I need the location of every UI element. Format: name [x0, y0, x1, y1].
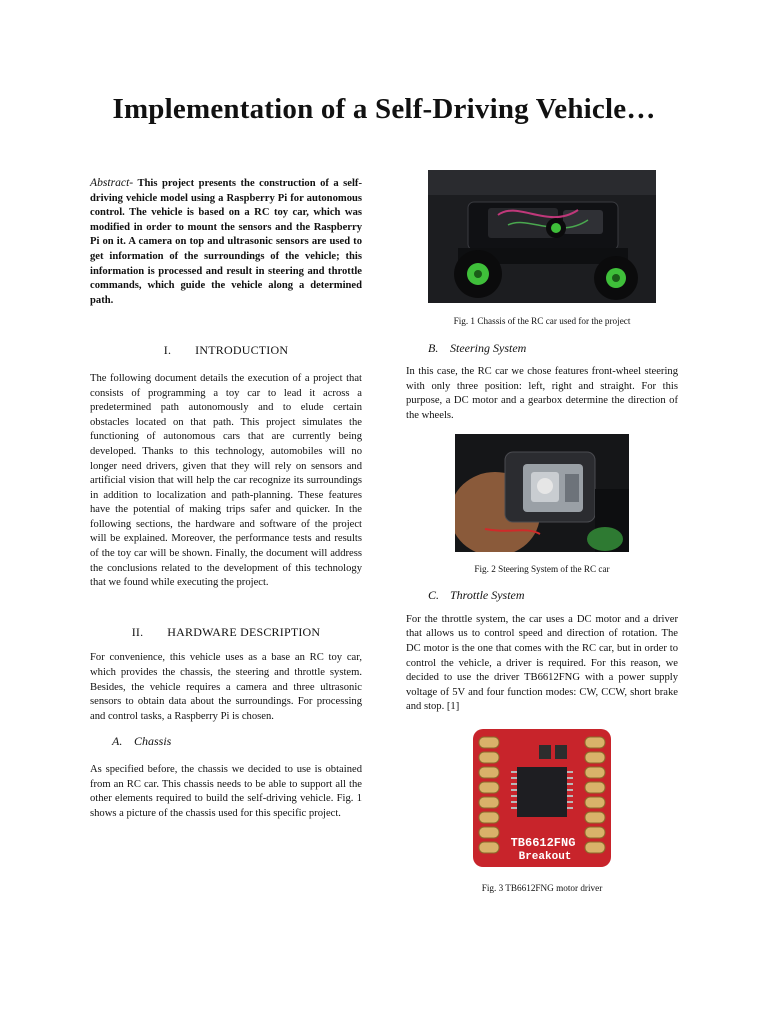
- throttle-text: For the throttle system, the car uses a DC motor and a driver that allows us to control speed and direction of rotation. The DC motor is the one that comes with the RC car, but in order to control the vehicle, a driver is required. For this reason, we decided to use the driver TB6612FNG with a power supply voltage of 5V and four function modes: CW, CCW, short brake and stop. [1]: [406, 613, 678, 713]
- subsection-letter: A.: [112, 734, 123, 749]
- board-label: TB6612FNG: [510, 835, 576, 850]
- left-column: [90, 176, 362, 821]
- chassis-photo: [428, 170, 656, 303]
- section-number: II.: [131, 624, 144, 639]
- figure-caption: Fig. 2 Steering System of the RC car: [474, 563, 610, 574]
- steering-photo: [455, 434, 629, 552]
- figure-caption: Fig. 3 TB6612FNG motor driver: [481, 882, 603, 893]
- section-number: I.: [163, 343, 172, 358]
- subsection-letter: C.: [428, 588, 440, 603]
- section-heading-introduction: [90, 343, 362, 358]
- subsection-heading-chassis: [90, 734, 362, 749]
- chassis-text: As specified before, the chassis we decided to use is obtained from an RC car. This chassis needs to be able to support all the other elements required to build the self-driving vehicle. Fig. 1 shows a picture of the chassis used for this specific project.: [90, 764, 362, 819]
- steering-text: In this case, the RC car we chose features front-wheel steering with only three position: left, right and straight. For this purpose, a DC motor and a gearbox determine the direction of the wheels.: [406, 366, 678, 421]
- section-heading-hardware: [90, 625, 362, 640]
- section-title: INTRODUCTION: [195, 343, 289, 358]
- subsection-heading-steering: [406, 341, 678, 356]
- abstract-text: This project presents the construction of a self-driving vehicle model using a Raspberry Pi for autonomous control. The vehicle is based on a RC toy car, which was modified in order to mount the sensors and the Raspberry Pi on it. A camera on top and ultrasonic sensors are used to get information of the surroundings of the vehicle; this information is processed and result in steering and throttle commands, which guide the vehicle along a determined path.: [90, 178, 362, 306]
- subsection-title: Steering System: [450, 340, 527, 355]
- subsection-letter: B.: [428, 340, 439, 355]
- introduction-text: The following document details the execution of a project that consists of programming a toy car to lead it across a predetermined path autonomously and to elude certain obstacles located on that path. This project simulates the functioning of autonomous cars that are currently being developed. Thanks to this technology, automobiles will no longer need drivers, given that they will rely on sensors and artificial vision that will help the car recognize its surroundings in addition to localization and path-planning. These features have the potential of making trips safer and quicker. In the following sections, the hardware and software of the project will be explained. Moreover, the performance tests and results of the toy car will be shown. Finally, the document will address the conclusions related to the development of this technology that we found while executing the project.: [90, 372, 362, 589]
- abstract-lead: Abstract-: [90, 176, 134, 189]
- subsection-title: Throttle System: [450, 588, 525, 603]
- abstract: [90, 176, 362, 308]
- subsection-heading-throttle: [406, 588, 678, 603]
- hardware-text: For convenience, this vehicle uses as a base an RC toy car, which provides the chassis, the steering and throttle system. Besides, the vehicle requires a camera and three ultrasonic sensors to obtain data about the surroundings. For processing and control tasks, a Raspberry Pi is chosen.: [90, 652, 362, 722]
- board-sublabel: Breakout: [518, 850, 572, 863]
- subsection-title: Chassis: [134, 734, 172, 749]
- right-column: [406, 170, 678, 896]
- paper-title: Implementation of a Self-Driving Vehicle…: [112, 93, 656, 125]
- figure-caption: Fig. 1 Chassis of the RC car used for the project: [453, 316, 631, 326]
- motor-driver-photo: [469, 725, 615, 871]
- section-title: HARDWARE DESCRIPTION: [167, 624, 321, 639]
